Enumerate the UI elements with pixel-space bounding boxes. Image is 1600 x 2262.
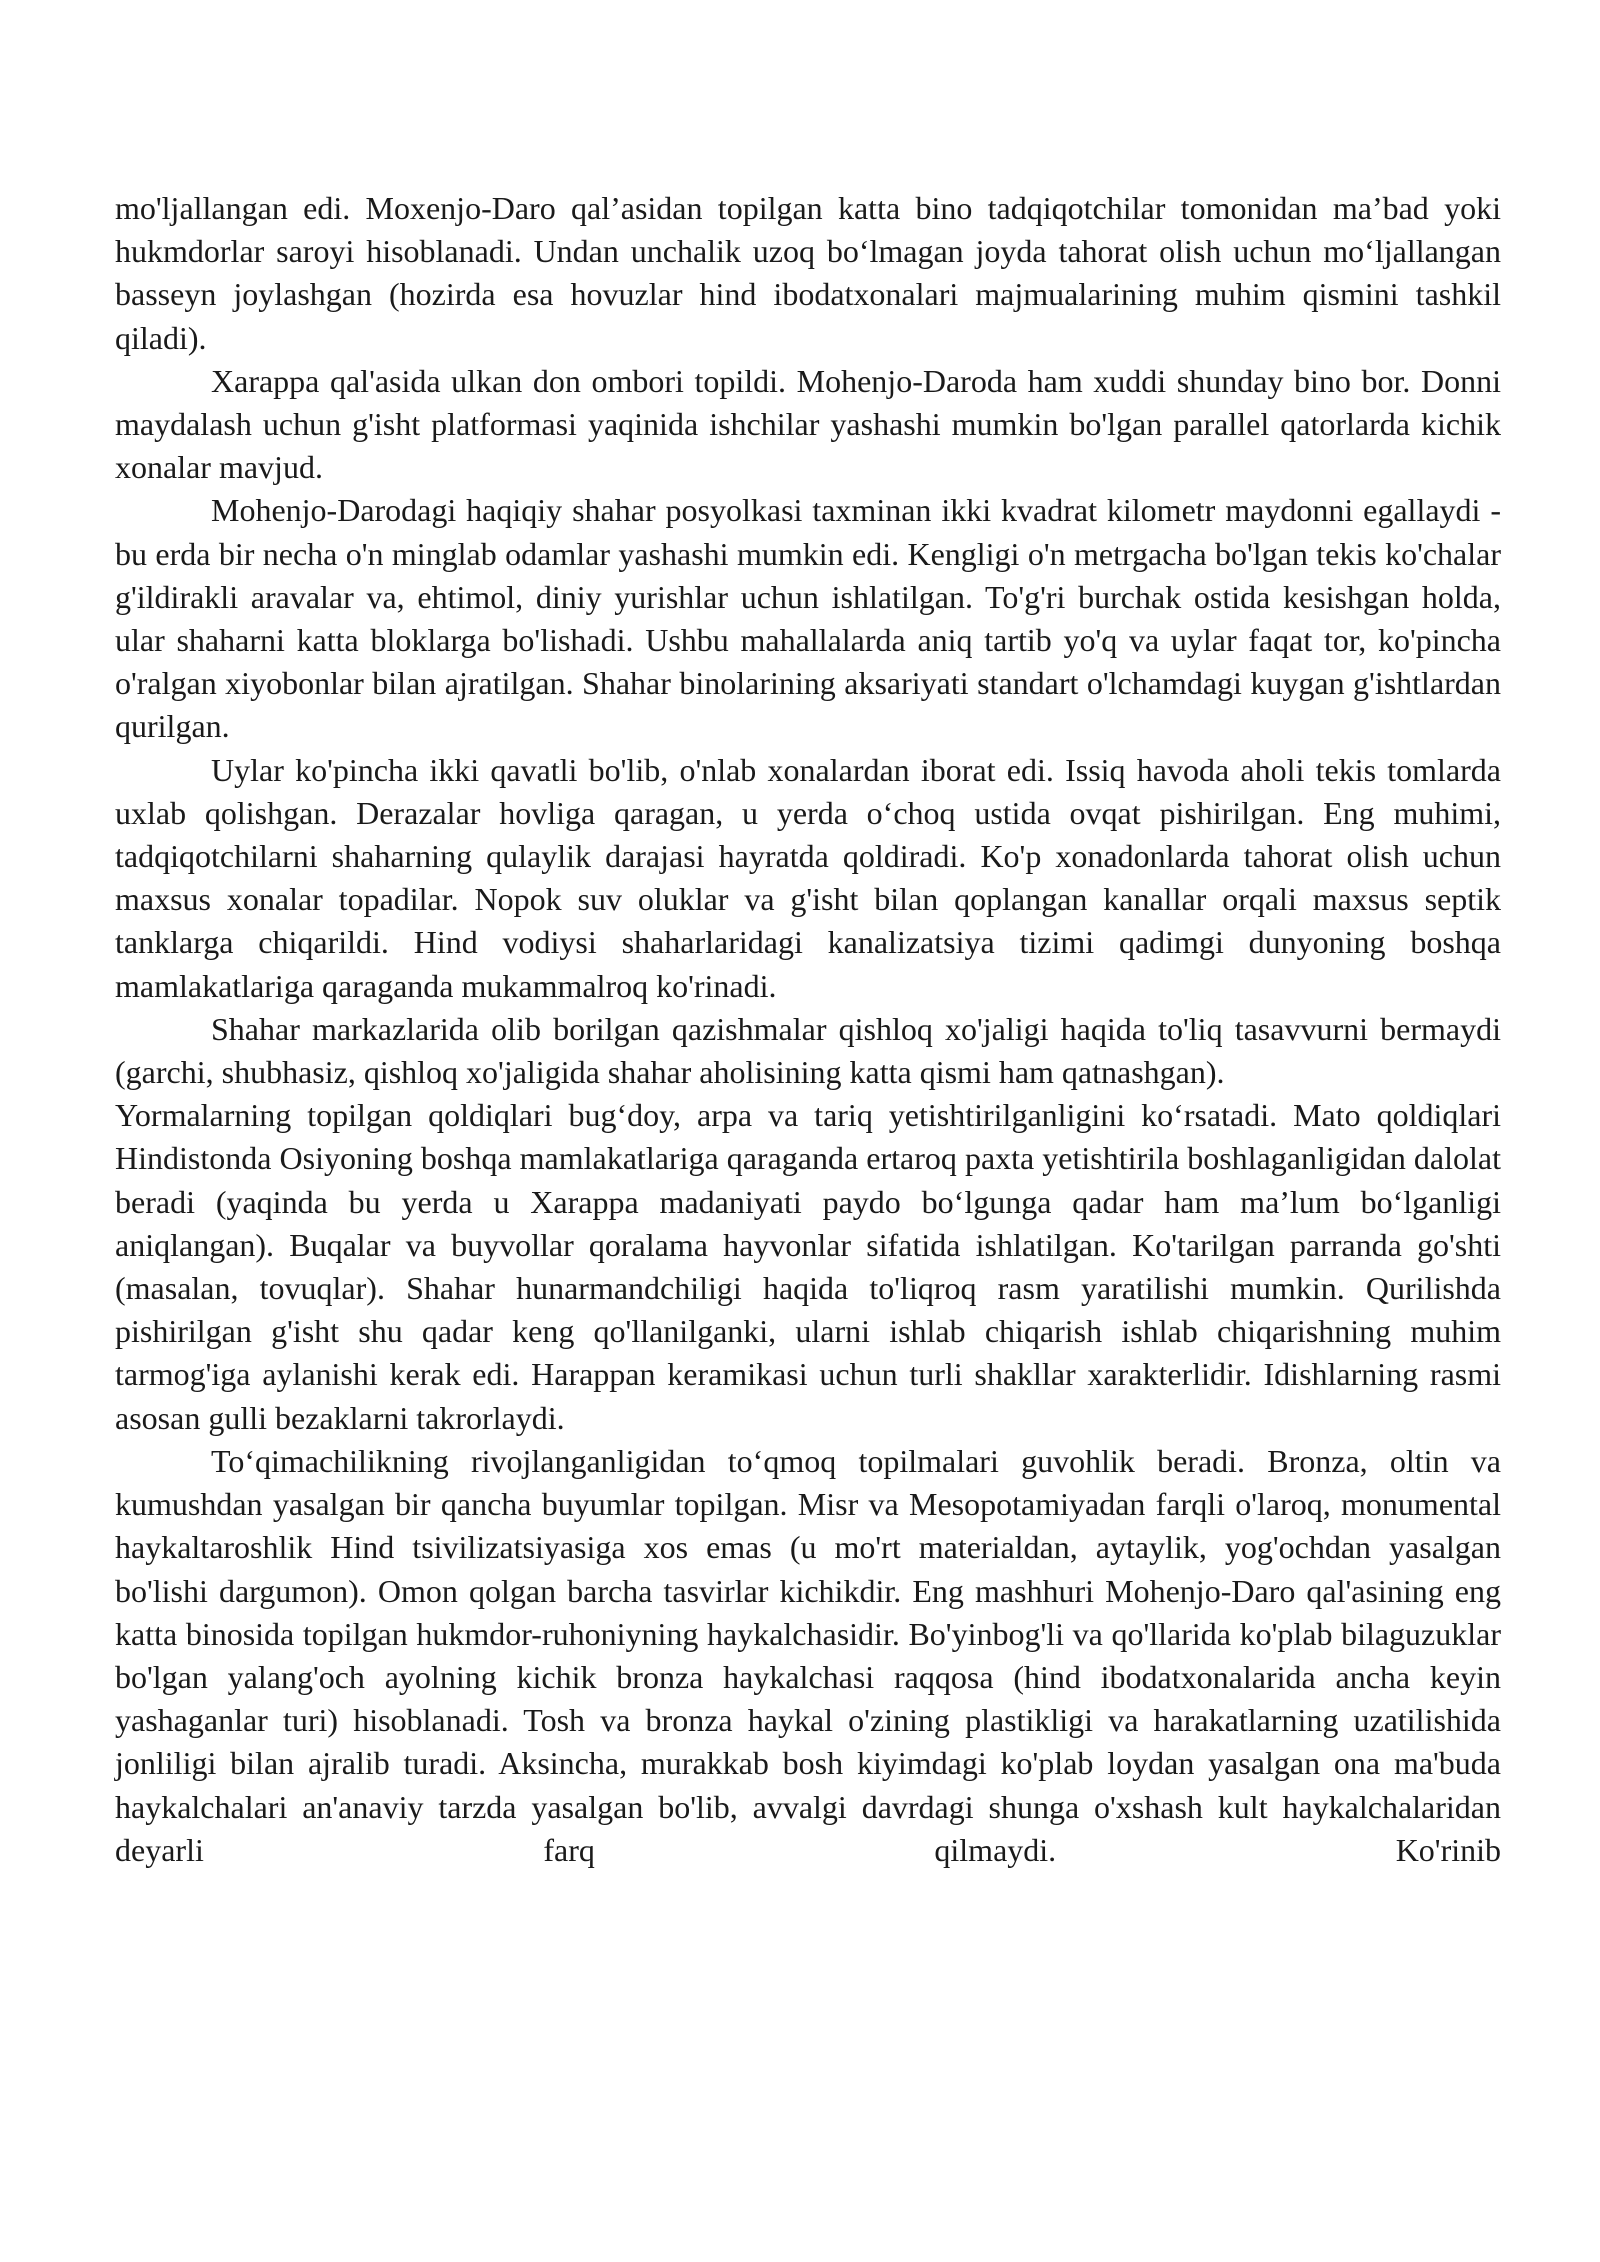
paragraph-houses-sewerage: Uylar ko'pincha ikki qavatli bo'lib, o'nlab xonalardan iborat edi. Issiq havoda aholi tekis tomlarda uxlab qolishgan. Derazalar hovliga qaragan, u yerda o‘choq ustida ovqat pishirilgan. Eng muhimi, tadqiqotchilarni shaharning qulaylik darajasi hayratda qoldiradi. Ko'p xonadonlarda tahorat olish uchun maxsus xonalar topadilar. Nopok suv oluklar va g'isht bilan qoplangan kanallar orqali maxsus septik tanklarga chiqarildi. Hind vodiysi shaharlaridagi kanalizatsiya tizimi qadimgi dunyoning boshqa mamlakatlariga qaraganda mukammalroq ko'rinadi.	[115, 751, 1501, 1004]
paragraph-agriculture-intro: Shahar markazlarida olib borilgan qazishmalar qishloq xo'jaligi haqida to'liq tasavvurni bermaydi (garchi, shubhasiz, qishloq xo'jaligida shahar aholisining katta qismi ham qatnashgan).	[115, 1010, 1501, 1091]
paragraph-city-layout: Mohenjo-Darodagi haqiqiy shahar posyolkasi taxminan ikki kvadrat kilometr maydonni egallaydi - bu erda bir necha o'n minglab odamlar yashashi mumkin edi. Kengligi o'n metrgacha bo'lgan tekis ko'chalar g'ildirakli aravalar va, ehtimol, diniy yurishlar uchun ishlatilgan. To'g'ri burchak ostida kesishgan holda, ular shaharni katta bloklarga bo'lishadi. Ushbu mahallalarda aniq tartib yo'q va uylar faqat tor, ko'pincha o'ralgan xiyobonlar bilan ajratilgan. Shahar binolarining aksariyati standart o'lchamdagi kuygan g'ishtlardan qurilgan.	[115, 492, 1501, 745]
paragraph-granary: Xarappa qal'asida ulkan don ombori topildi. Mohenjo-Daroda ham xuddi shunday bino bor. Donni maydalash uchun g'isht platformasi yaqinida ishchilar yashashi mumkin bo'lgan parallel qatorlarda kichik xonalar mavjud.	[115, 362, 1501, 486]
document-page	[115, 187, 1501, 1872]
paragraph-temple-and-basin: mo'ljallangan edi. Moxenjo-Daro qal’asidan topilgan katta bino tadqiqotchilar tomonidan ma’bad yoki hukmdorlar saroyi hisoblanadi. Undan unchalik uzoq bo‘lmagan joyda tahorat olish uchun mo‘ljallangan basseyn joylashgan (hozirda esa hovuzlar hind ibodatxonalari majmualarining muhim qismini tashkil qiladi).	[115, 190, 1501, 356]
paragraph-crops-and-crafts: Yormalarning topilgan qoldiqlari bug‘doy, arpa va tariq yetishtirilganligini ko‘rsatadi. Mato qoldiqlari Hindistonda Osiyoning boshqa mamlakatlariga qaraganda ertaroq paxta yetishtirila boshlaganligidan dalolat beradi (yaqinda bu yerda u Xarappa madaniyati paydo bo‘lgunga qadar ham ma’lum bo‘lganligi aniqlangan). Buqalar va buyvollar qoralama hayvonlar sifatida ishlatilgan. Ko'tarilgan parranda go'shti (masalan, tovuqlar). Shahar hunarmandchiligi haqida to'liqroq rasm yaratilishi mumkin. Qurilishda pishirilgan g'isht shu qadar keng qo'llanilganki, ularni ishlab chiqarish ishlab chiqarishning muhim tarmog'iga aylanishi kerak edi. Harappan keramikasi uchun turli shakllar xarakterlidir. Idishlarning rasmi asosan gulli bezaklarni takrorlaydi.	[115, 1097, 1501, 1436]
paragraph-metalwork-and-sculpture: To‘qimachilikning rivojlanganligidan to‘qmoq topilmalari guvohlik beradi. Bronza, oltin va kumushdan yasalgan bir qancha buyumlar topilgan. Misr va Mesopotamiyadan farqli o'laroq, monumental haykaltaroshlik Hind tsivilizatsiyasiga xos emas (u mo'rt materialdan, aytaylik, yog'ochdan yasalgan bo'lishi dargumon). Omon qolgan barcha tasvirlar kichikdir. Eng mashhuri Mohenjo-Daro qal'asining eng katta binosida topilgan hukmdor-ruhoniyning haykalchasidir. Bo'yinbog'li va qo'llarida ko'plab bilaguzuklar bo'lgan yalang'och ayolning kichik bronza haykalchasi raqqosa (hind ibodatxonalarida ancha keyin yashaganlar turi) hisoblanadi. Tosh va bronza haykal o'zining plastikligi va harakatlarning uzatilishida jonliligi bilan ajralib turadi. Aksincha, murakkab bosh kiyimdagi ko'plab loydan yasalgan ona ma'buda haykalchalari an'anaviy tarzda yasalgan bo'lib, avvalgi davrdagi shunga o'xshash kult haykalchalaridan deyarli farq qilmaydi. Ko'rinib	[115, 1442, 1501, 1868]
